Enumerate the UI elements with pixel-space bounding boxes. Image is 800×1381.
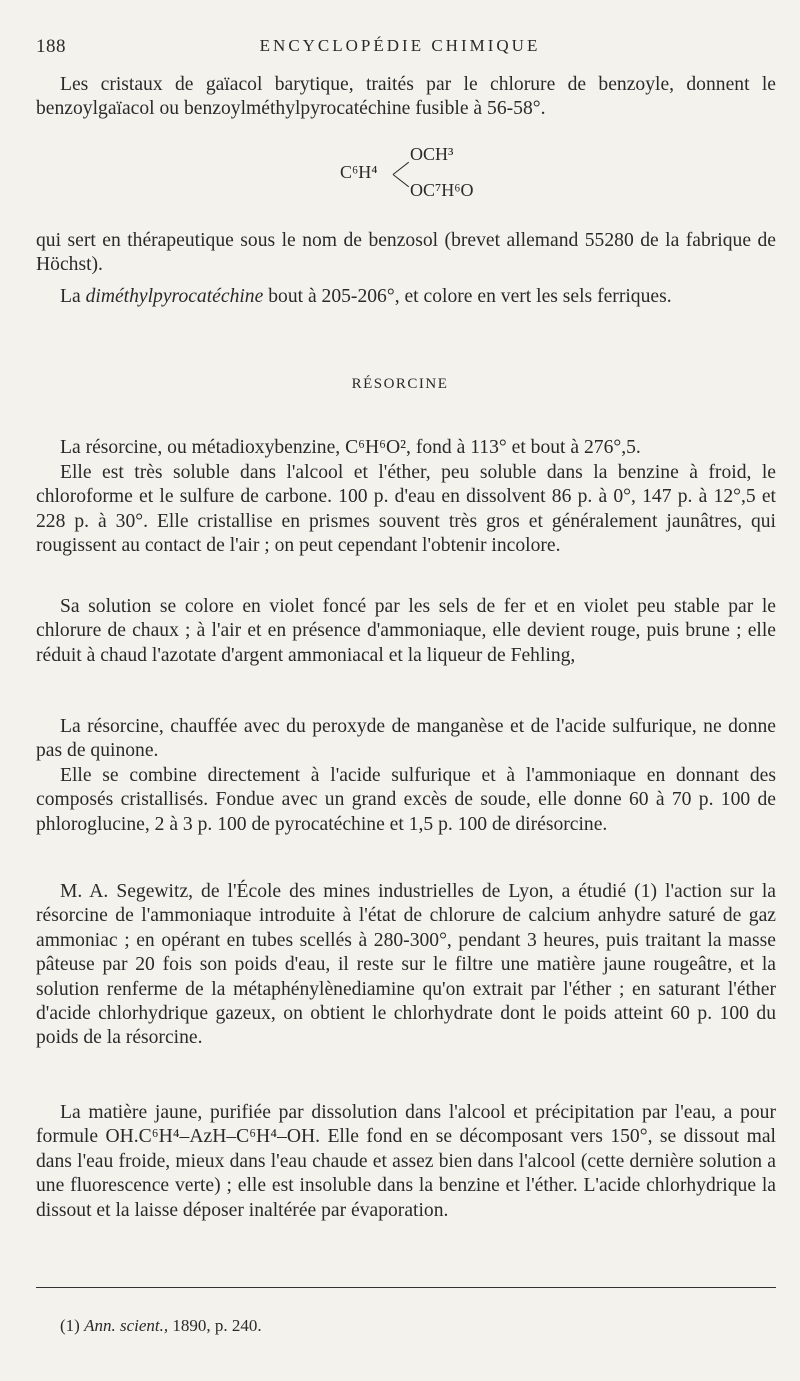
paragraph-dimethylpyrocatechine xyxy=(36,285,776,309)
bond-line-upper xyxy=(393,162,409,175)
paragraph-quinone: La résorcine, chauffée avec du peroxyde de manganèse et de l'acide sulfurique, ne donne pas de quinone. xyxy=(36,716,776,762)
paragraph-yellow-matter xyxy=(36,1101,776,1223)
formula-upper-substituent: OCH³ xyxy=(410,144,454,164)
paragraph-solubility: Elle est très soluble dans l'alcool et l'éther, peu soluble dans la benzine à froid, le chloroforme et le sulfure de carbone. 100 p. d'eau en dissolvent 86 p. à 0°, 147 p. à 12°,5 et 228 p. à 30°. Elle cristallise en prismes souvent très gros et généralement jaunâtres, qui rougissent au contact de l'air ; on peut cependant l'obtenir incolore. xyxy=(36,462,776,557)
page-header xyxy=(36,36,764,66)
bond-line-lower xyxy=(393,174,409,187)
footnote-journal: Ann. scient., xyxy=(84,1316,169,1335)
footnote-marker: (1) xyxy=(60,1316,80,1335)
section-title: RÉSORCINE xyxy=(351,376,449,392)
paragraph-benzoylgaiacol: Les cristaux de gaïacol barytique, traités par le chlorure de benzoyle, donnent le benzoylgaïacol ou benzoylméthylpyrocatéchine fusible à 56-58°. xyxy=(36,74,776,120)
running-title: ENCYCLOPÉDIE CHIMIQUE xyxy=(259,36,541,55)
benzosol-structural-formula xyxy=(0,142,800,208)
paragraph-segewitz: M. A. Segewitz, de l'École des mines industrielles de Lyon, a étudié (1) l'action sur la résorcine de l'ammoniaque introduite à l'état de chlorure de calcium anhydre saturé de gaz ammoniac ; en opérant en tubes scellés à 280-300°, pendant 3 heures, puis traitant la masse pâteuse par 20 fois son poids d'eau, il reste sur le filtre une matière jaune rougeâtre, et la solution renferme de la métaphénylènediamine qu'on extrait par l'éther ; en saturant l'éther d'acide chlorhydrique gazeux, on obtient le chlorhydrate dont le poids atteint 60 p. 100 du poids de la résorcine. xyxy=(36,881,776,1049)
compound-name-italic: diméthylpyrocatéchine xyxy=(85,286,264,307)
formula-core: C⁶H⁴ xyxy=(340,162,378,182)
text-rest: bout à 205-206°, et colore en vert les sels ferriques. xyxy=(268,286,672,307)
intro-formula: C⁶H⁶O², xyxy=(345,437,411,458)
page-number: 188 xyxy=(36,36,66,57)
intro-text-b: fond à 113° et bout à 276°,5. xyxy=(415,437,641,458)
paragraph-combination: Elle se combine directement à l'acide sulfurique et à l'ammoniaque en donnant des composés cristallisés. Fondue avec un grand excès de soude, elle donne 60 à 70 p. 100 de phloroglucine, 2 à 3 p. 100 de pyrocatéchine et 1,5 p. 100 de dirésorcine. xyxy=(36,765,776,835)
text-lead: La xyxy=(60,286,81,307)
text-part-a: La matière jaune, purifiée par dissolution dans l'alcool et précipitation par l'eau, a pour formule xyxy=(36,1102,776,1148)
paragraph-benzosol: qui sert en thérapeutique sous le nom de benzosol (brevet allemand 55280 de la fabrique de Höchst). xyxy=(36,230,776,276)
paragraph-resorcine-intro xyxy=(36,436,776,460)
intro-text-a: La résorcine, ou métadioxybenzine, xyxy=(60,437,341,458)
footnote-reference: 1890, p. 240. xyxy=(172,1316,262,1335)
text-part-b: Elle fond en se décomposant vers 150°, se dissout mal dans l'eau froide, mieux dans l'eau chaude et assez bien dans l'alcool (cette dernière solution a une fluorescence verte) ; elle est insoluble dans la benzine et l'éther. L'acide chlorhydrique la dissout et la laisse déposer inaltérée par évaporation. xyxy=(36,1126,776,1221)
footnote xyxy=(60,1316,262,1336)
inline-formula: OH.C⁶H⁴–AzH–C⁶H⁴–OH. xyxy=(105,1126,321,1148)
footnote-divider xyxy=(36,1287,776,1288)
formula-lower-substituent: OC⁷H⁶O xyxy=(410,180,474,200)
paragraph-coloration: Sa solution se colore en violet foncé par les sels de fer et en violet peu stable par le chlorure de chaux ; à l'air et en présence d'ammoniaque, elle devient rouge, puis brune ; elle réduit à chaud l'azotate d'argent ammoniacal et la liqueur de Fehling, xyxy=(36,596,776,666)
